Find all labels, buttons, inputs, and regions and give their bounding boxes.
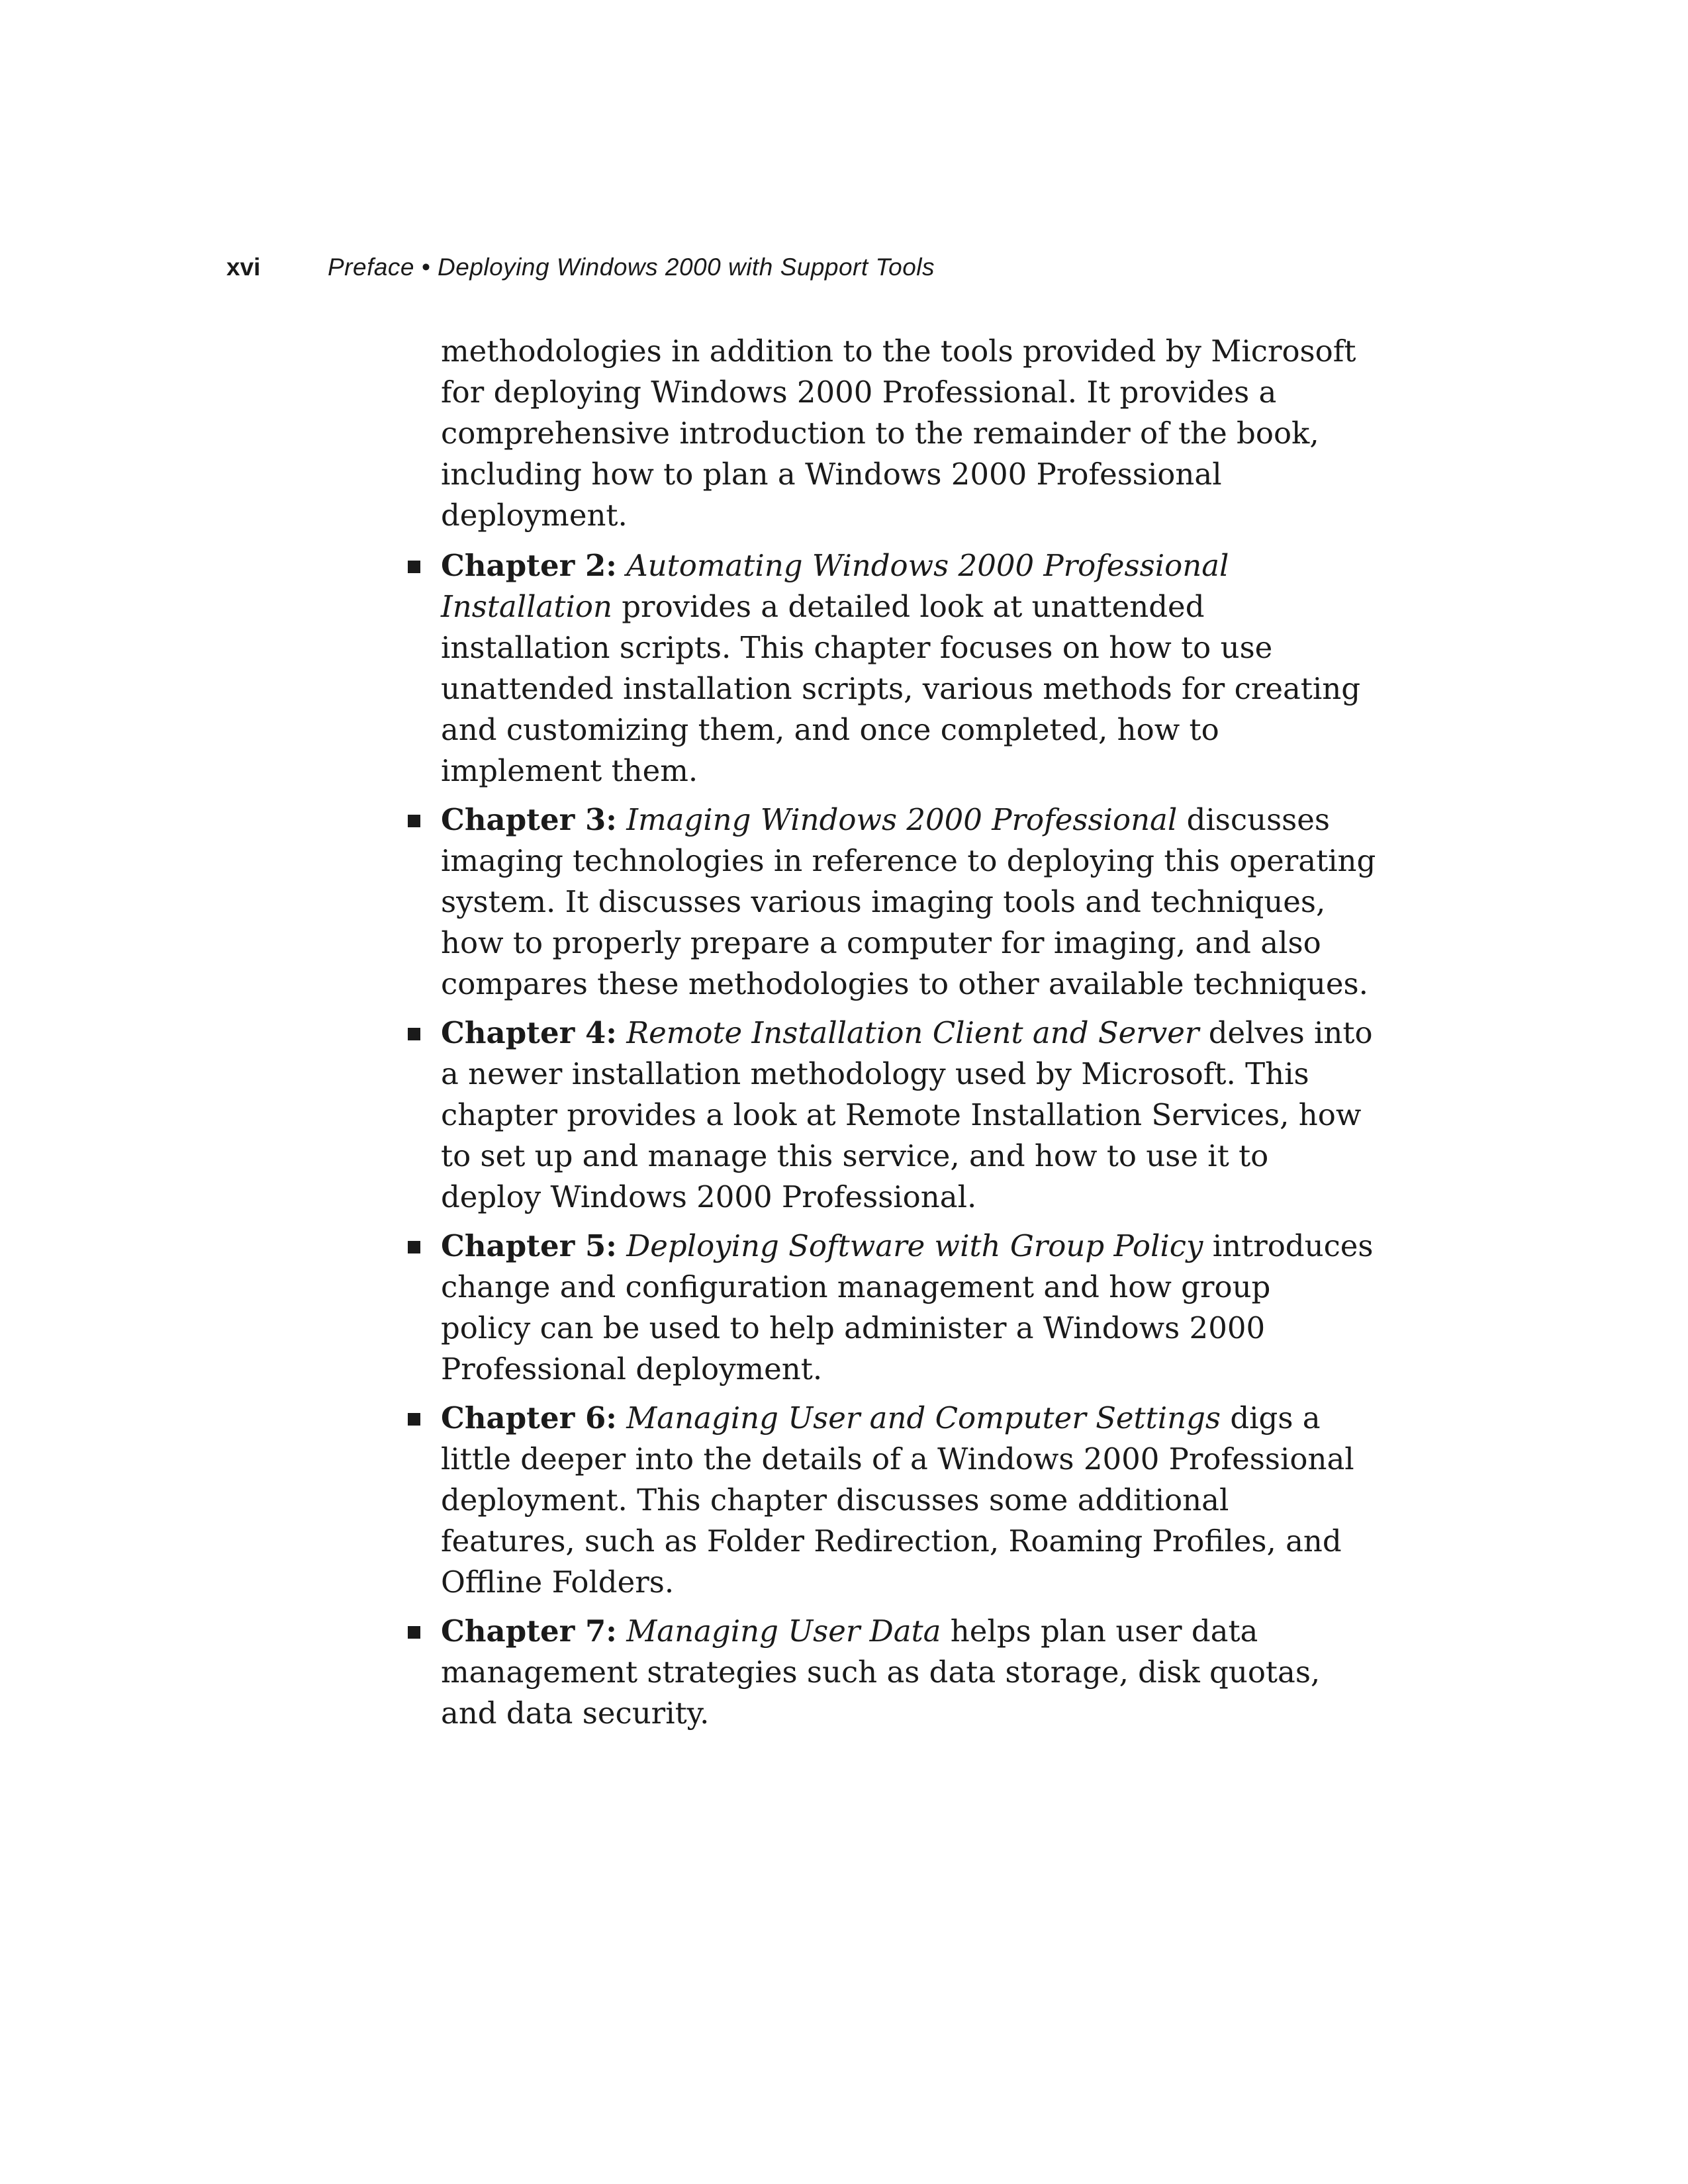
chapter-description-line: little deeper into the details of a Windows 2000 Professional <box>441 1441 1354 1477</box>
chapter-first-line <box>441 1398 1688 1439</box>
chapter-first-line <box>441 1226 1688 1267</box>
chapter-description-start: delves into <box>1208 1015 1373 1050</box>
chapter-title-continued: Installation <box>441 589 612 624</box>
chapter-first-line <box>441 1013 1688 1054</box>
chapter-description-line: system. It discusses various imaging tools and techniques, <box>441 884 1326 919</box>
chapter-description-line: policy can be used to help administer a Windows 2000 <box>441 1310 1266 1345</box>
chapter-title: Deploying Software with Group Policy <box>626 1228 1203 1263</box>
chapter-second-line <box>441 586 1688 627</box>
chapter-description-line: unattended installation scripts, various methods for creating <box>441 671 1361 706</box>
chapter-description-line: features, such as Folder Redirection, Roaming Profiles, and <box>441 1524 1342 1559</box>
chapter-description-start: helps plan user data <box>950 1614 1258 1649</box>
chapter-description-line: Professional deployment. <box>441 1351 823 1387</box>
chapter-item <box>0 1013 1688 1218</box>
paragraph-line: methodologies in addition to the tools provided by Microsoft <box>441 334 1356 369</box>
running-head: Preface • Deploying Windows 2000 with Support Tools <box>328 253 935 281</box>
chapter-description-line: deployment. This chapter discusses some additional <box>441 1482 1229 1518</box>
chapter-description-line: Offline Folders. <box>441 1565 675 1600</box>
chapter-description-line: compares these methodologies to other available techniques. <box>441 966 1368 1001</box>
chapter-label: Chapter 7: <box>441 1614 617 1649</box>
square-bullet-icon <box>408 1626 420 1639</box>
chapter-label: Chapter 3: <box>441 802 617 837</box>
square-bullet-icon <box>408 1028 420 1040</box>
chapter-item <box>0 1398 1688 1603</box>
square-bullet-icon <box>408 1413 420 1426</box>
chapter-item <box>0 1611 1688 1734</box>
paragraph-line: comprehensive introduction to the remainder of the book, <box>441 416 1319 451</box>
chapter-item <box>0 545 1688 792</box>
paragraph-line: for deploying Windows 2000 Professional. It provides a <box>441 375 1277 410</box>
chapter-title: Automating Windows 2000 Professional <box>626 548 1229 583</box>
paragraph-line: deployment. <box>441 498 628 533</box>
chapter-label: Chapter 2: <box>441 548 617 583</box>
chapter-title: Managing User and Computer Settings <box>626 1400 1221 1435</box>
chapter-description-start: discusses <box>1186 802 1330 837</box>
chapter-description-line: and data security. <box>441 1696 710 1731</box>
chapter-description-line: to set up and manage this service, and how to use it to <box>441 1138 1269 1173</box>
chapter-description-line: provides a detailed look at unattended <box>622 589 1205 624</box>
chapter-description-line: implement them. <box>441 753 698 788</box>
chapter-item <box>0 799 1688 1005</box>
chapter-title: Remote Installation Client and Server <box>626 1015 1199 1050</box>
chapter-first-line <box>441 1611 1688 1652</box>
chapter-description-start: introduces <box>1212 1228 1374 1263</box>
chapter-first-line <box>441 545 1688 586</box>
chapter-label: Chapter 4: <box>441 1015 617 1050</box>
square-bullet-icon <box>408 561 420 573</box>
chapter-label: Chapter 6: <box>441 1400 617 1435</box>
chapter-label: Chapter 5: <box>441 1228 617 1263</box>
chapter-description-line: how to properly prepare a computer for imaging, and also <box>441 925 1321 960</box>
chapter-description-line: chapter provides a look at Remote Installation Services, how <box>441 1097 1362 1132</box>
chapter-first-line <box>441 799 1688 841</box>
chapter-description-line: and customizing them, and once completed, how to <box>441 712 1219 747</box>
square-bullet-icon <box>408 1241 420 1253</box>
chapter-description-start: digs a <box>1230 1400 1321 1435</box>
chapter-description-line: a newer installation methodology used by Microsoft. This <box>441 1056 1309 1091</box>
chapter-item <box>0 1226 1688 1390</box>
chapter-title: Imaging Windows 2000 Professional <box>626 802 1178 837</box>
chapter-description-line: deploy Windows 2000 Professional. <box>441 1179 977 1214</box>
chapter-description-line: imaging technologies in reference to deploying this operating <box>441 843 1376 878</box>
page-number: xvi <box>226 253 261 281</box>
chapter-title: Managing User Data <box>626 1614 941 1649</box>
intro-paragraph <box>441 331 1368 536</box>
chapter-description-line: installation scripts. This chapter focuses on how to use <box>441 630 1273 665</box>
paragraph-line: including how to plan a Windows 2000 Professional <box>441 457 1222 492</box>
chapter-description-line: management strategies such as data storage, disk quotas, <box>441 1655 1321 1690</box>
square-bullet-icon <box>408 815 420 827</box>
chapter-list <box>0 545 1688 1742</box>
chapter-description-line: change and configuration management and how group <box>441 1269 1271 1304</box>
